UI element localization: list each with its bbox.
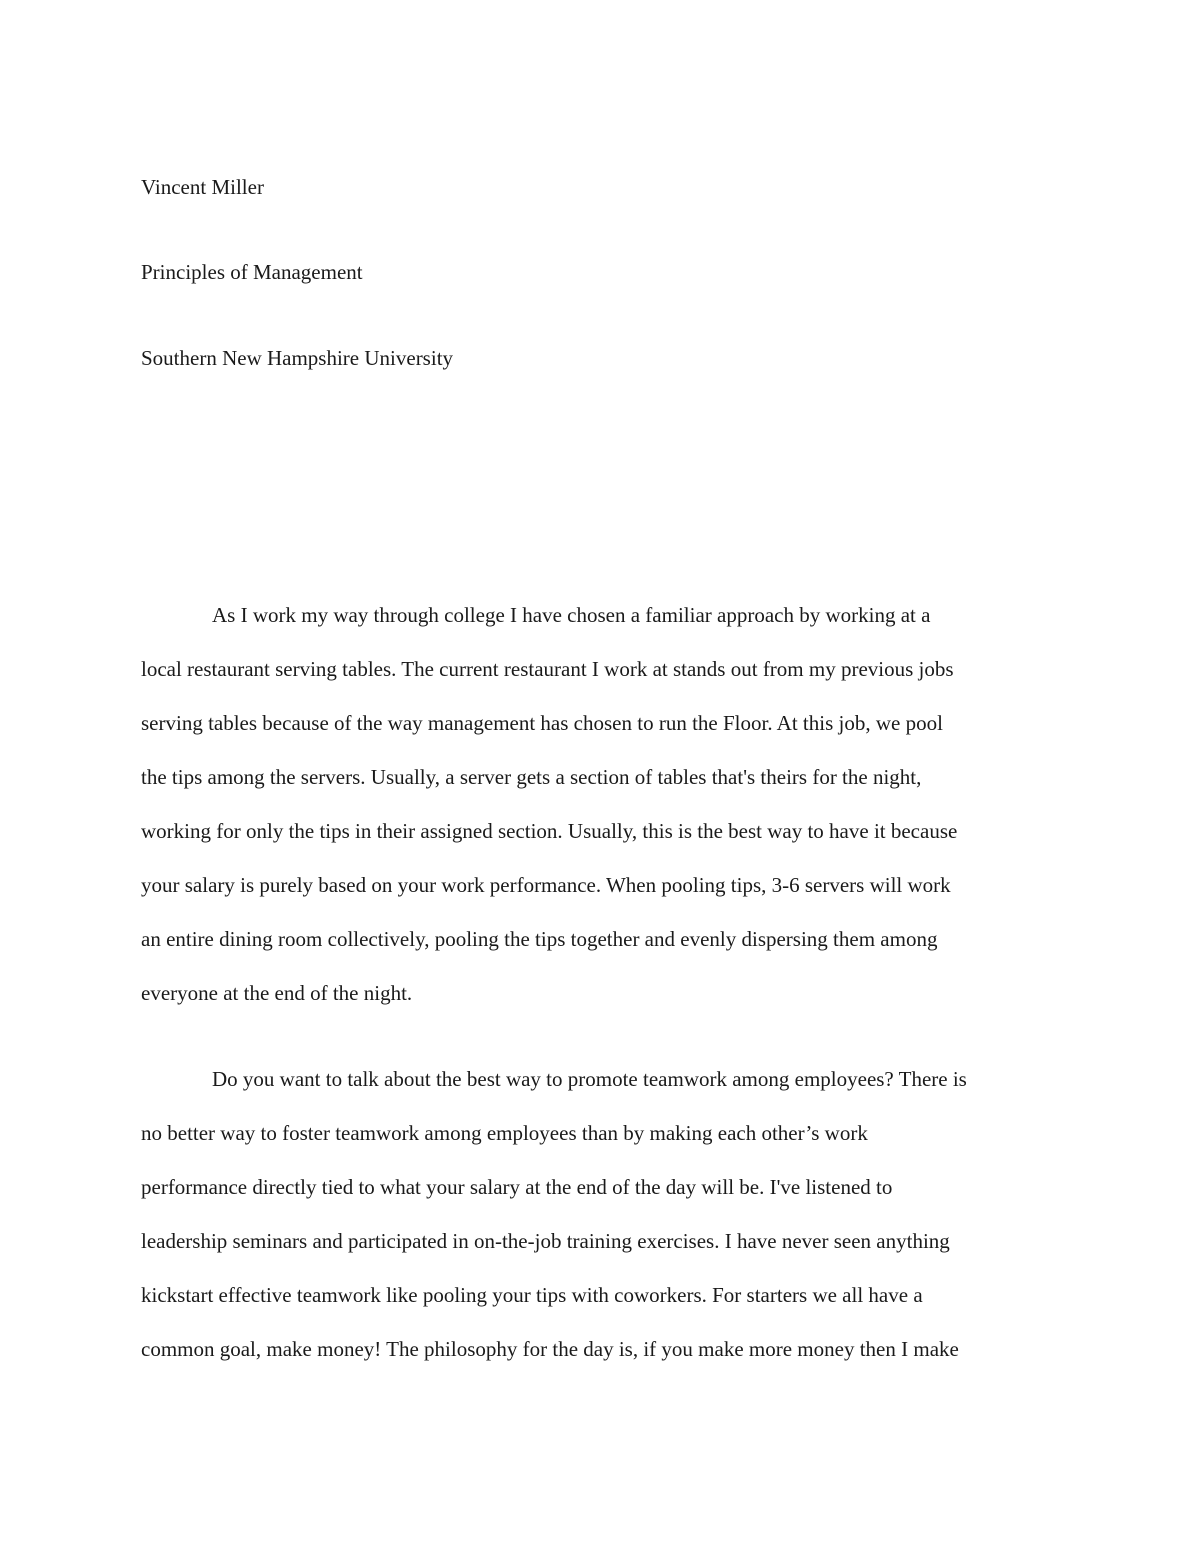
course-name: Principles of Management [141,260,363,284]
body-paragraph-2 [141,1052,1061,1376]
paragraph-line: kickstart effective teamwork like pooling your tips with coworkers. For starters we all have a [141,1283,923,1307]
paragraph-line: local restaurant serving tables. The current restaurant I work at stands out from my previous jobs [141,657,954,681]
paragraph-line: As I work my way through college I have chosen a familiar approach by working at a [212,603,931,627]
paragraph-line: performance directly tied to what your salary at the end of the day will be. I've listened to [141,1175,893,1199]
paragraph-line: the tips among the servers. Usually, a server gets a section of tables that's theirs for the night, [141,765,922,789]
paragraph-line: an entire dining room collectively, pooling the tips together and evenly dispersing them among [141,927,938,951]
paragraph-line: serving tables because of the way management has chosen to run the Floor. At this job, we pool [141,711,943,735]
paragraph-line: your salary is purely based on your work performance. When pooling tips, 3-6 servers will work [141,873,951,897]
paragraph-line: common goal, make money! The philosophy for the day is, if you make more money then I make [141,1337,959,1361]
author-name: Vincent Miller [141,175,264,199]
paragraph-line: Do you want to talk about the best way to promote teamwork among employees? There is [212,1067,967,1091]
institution-name: Southern New Hampshire University [141,346,454,370]
paragraph-line: working for only the tips in their assigned section. Usually, this is the best way to have it because [141,819,958,843]
paragraph-line: no better way to foster teamwork among employees than by making each other’s work [141,1121,868,1145]
body-paragraph-1 [141,588,1061,1020]
paragraph-line: leadership seminars and participated in on-the-job training exercises. I have never seen anything [141,1229,950,1253]
paragraph-line: everyone at the end of the night. [141,981,413,1005]
